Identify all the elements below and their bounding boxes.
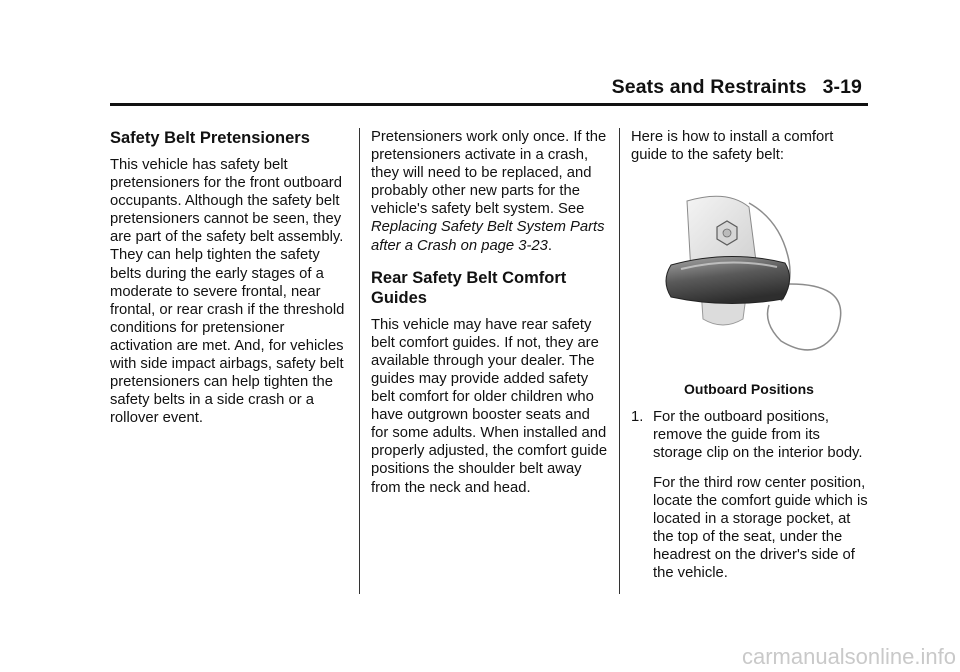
page-header <box>612 76 862 99</box>
column-divider-1 <box>359 128 360 594</box>
page-number: 3-19 <box>822 76 862 98</box>
comfort-guides-paragraph: This vehicle may have rear safety belt comfort guides. If not, they are available through your dealer. The guides may provide added safety belt comfort for older children who have outgrown booster seats and for some adults. When installed and properly adjusted, the comfort guide positions the shoulder belt away from the neck and head. <box>371 316 608 496</box>
comfort-guide-figure <box>631 181 867 373</box>
pretensioners-once-text: Pretensioners work only once. If the pretensioners activate in a crash, they will need to be replaced, and probably other new parts for the vehicle's safety belt system. See <box>371 129 607 218</box>
step-1-number: 1. <box>631 409 644 426</box>
figure-caption: Outboard Positions <box>684 381 814 398</box>
section-title: Seats and Restraints <box>611 76 807 98</box>
cross-reference-link[interactable]: Replacing Safety Belt System Parts after a Crash on page 3-23 <box>371 219 605 254</box>
column-divider-2 <box>619 128 620 594</box>
column-2 <box>371 128 611 497</box>
watermark: carmanualsonline.info <box>741 644 956 669</box>
header-rule <box>110 103 868 106</box>
column-3 <box>631 128 871 582</box>
install-intro-paragraph: Here is how to install a comfort guide to the safety belt: <box>631 129 834 164</box>
comfort-guide-illustration <box>631 181 867 373</box>
pretensioners-paragraph: This vehicle has safety belt pretensioners for the front outboard occupants. Although the safety belt pretensioners cannot be seen, they are part of the safety belt assembly. They can help tighten the safety belts during the early stages of a moderate to severe frontal, near frontal, or rear crash if the threshold conditions for pretensioner activation are met. And, for vehicles with side impact airbags, safety belt pretensioners can help tighten the safety belts in a side crash or a rollover event. <box>110 157 345 427</box>
step-1 <box>631 408 871 462</box>
heading-safety-belt-pretensioners: Safety Belt Pretensioners <box>110 129 310 147</box>
step-1-text: For the outboard positions, remove the guide from its storage clip on the interior body. <box>653 409 863 462</box>
column-1 <box>110 128 350 427</box>
heading-rear-comfort-guides: Rear Safety Belt Comfort Guides <box>371 268 567 307</box>
pretensioners-once-paragraph <box>371 128 611 255</box>
step-1-sub-paragraph: For the third row center position, locate the comfort guide which is located in a storage pocket, at the top of the seat, under the headrest on the driver's side of the vehicle. <box>653 474 868 582</box>
cross-reference-period: . <box>547 237 552 254</box>
